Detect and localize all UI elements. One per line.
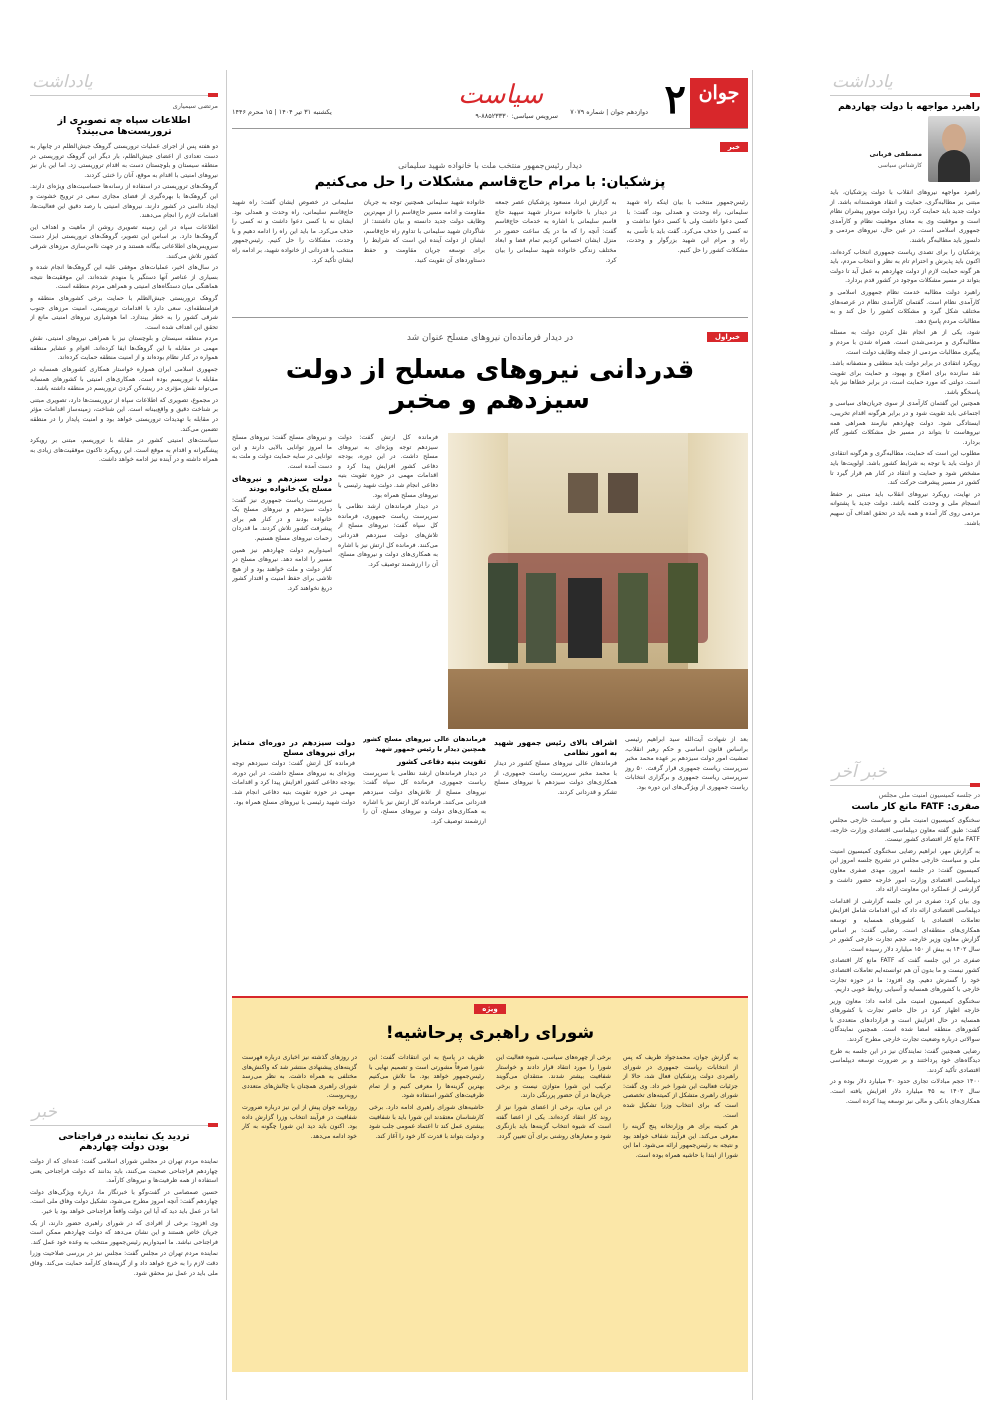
lead-lower-col (625, 735, 748, 875)
left-news-title: تردید یک نماینده در فراجناحی بودن دولت چهاردهم (58, 1132, 190, 1152)
top-story-kicker: دیدار رئیس‌جمهور منتخب ملت با خانواده شهید سلیمانی (398, 161, 582, 170)
paragraph: در دیدار فرماندهان ارشد نظامی با سرپرست ریاست جمهوری، فرمانده کل سپاه گفت: نیروهای مسلح از تلاش‌های دولت سیزدهم قدردانی می‌کنند. فرمانده کل ارتش نیز با اشاره به همکاری‌های دولت و نیروهای مسلح، آن را ارزشمند توصیف کرد. (338, 503, 438, 568)
paragraph: گروهک تروریستی جیش‌الظلم با حمایت برخی کشورهای منطقه و فرامنطقه‌ای، سعی دارد با اقدامات تروریستی، امنیت مرزهای جنوب شرقی کشور را به خطر بیندازد. اما هوشیاری نیروهای امنیتی مانع از تحقق این اهداف شده است. (30, 294, 218, 331)
paragraph: به گزارش جوان، محمدجواد ظریف که پس از انتخابات ریاست جمهوری در شورای راهبردی دولت پزشکیان فعال شد، حالا از جزئیات فعالیت این شورا خبر داد. وی گفت: شورای راهبری متشکل از کمیته‌های تخصصی است که برای انتخاب وزرا تشکیل شده است. (623, 1054, 738, 1119)
paragraph: در سال‌های اخیر، عملیات‌های موفقی علیه این گروهک‌ها انجام شده و بسیاری از عناصر آنها دستگیر یا منهدم شده‌اند. این موفقیت‌ها نتیجه هماهنگی میان دستگاه‌های امنیتی و همراهی مردم منطقه است. (30, 264, 218, 291)
column-divider (226, 70, 227, 1400)
right-column-last-news (830, 760, 980, 1108)
paragraph: وی بیان کرد: صفری در این جلسه گزارشی از اقدامات دیپلماسی اقتصادی ارائه داد که این اقدامات شامل افزایش تعاملات اقتصادی با کشورهای همسایه و توسعه همکاری‌های منطقه‌ای است. رضایی گفت: بر اساس گزارش معاون وزیر خارجه، حجم تجارت خارجی کشور در سال ۱۴۰۲ به بیش از ۱۵۰ میلیارد دلار رسیده است. (830, 897, 980, 953)
paragraph: جمهوری اسلامی ایران همواره خواستار همکاری کشورهای همسایه در مقابله با تروریسم بوده است. همکاری‌های امنیتی با کشورهای همسایه می‌تواند نقش مؤثری در ریشه‌کن کردن تروریسم در منطقه داشته باشد. (30, 366, 218, 393)
lead-story-title: قدردانی نیروهای مسلح از دولت سیزدهم و مخبر (285, 355, 695, 415)
author-box (830, 116, 980, 188)
paragraph: سخنگوی کمیسیون امنیت ملی ادامه داد: معاون وزیر خارجه اظهار کرد در حال حاضر تجارت با کشورهای همسایه در حال افزایش است و قراردادهای متعددی با کشورهای منطقه امضا شده است. همچنین نمایندگان سوالاتی درباره وضعیت تجارت خارجی مطرح کردند. (830, 997, 980, 1044)
right-column-body (830, 188, 980, 528)
right-column (830, 70, 980, 530)
left-column-header (30, 70, 218, 96)
paragraph: صفری در این جلسه گفت که FATF مانع کار اقتصادی کشور نیست و ما بدون آن هم توانسته‌ایم تعاملات اقتصادی خود را گسترش دهیم. وی افزود: ما در حوزه تجارت خارجی با کشورهای همسایه و آسیایی روابط خوبی داریم. (830, 957, 981, 994)
masthead (232, 78, 748, 128)
paragraph: به گزارش مهر، ابراهیم رضایی سخنگوی کمیسیون امنیت ملی و سیاست خارجی مجلس در تشریح جلسه امروز این کمیسیون گفت: در جلسه امروز، مهدی صفری معاون دیپلماسی اقتصادی وزارت امور خارجه حضور داشت و گزارشی از عملکرد این معاونت ارائه داد. (830, 847, 980, 894)
paragraph: راهبرد دولت مطالبه خدمت نظام جمهوری اسلامی و کارآمدی نظام است. گفتمان کارآمدی نظام در عرصه‌های مختلف شکل گیرد و مشکلات کشور را حل کند و به مطالبات مردم پاسخ دهد. (830, 288, 980, 325)
issue-info: دوازدهم جوان | شماره ۷۰۷۹ (570, 108, 648, 116)
paragraph: فرمانده کل ارتش گفت: دولت سیزدهم توجه ویژه‌ای به نیروهای مسلح داشت. در این دوره، بودجه دفاعی کشور افزایش پیدا کرد و اقدامات مهمی در حوزه تقویت بنیه دفاعی انجام شد. دولت شهید رئیسی با نیروهای مسلح همراه بود. (232, 760, 355, 806)
paragraph: هر کمیته برای هر وزارتخانه پنج گزینه را معرفی می‌کند. این فرآیند شفاف خواهد بود و نتیجه به رئیس‌جمهور ارائه می‌شود. اما این شورا از ابتدا با حاشیه همراه بوده است. (623, 1123, 738, 1159)
lead-lower-col (494, 735, 617, 875)
logo (690, 78, 748, 128)
paragraph: و نیروهای مسلح گفت: نیروهای مسلح ما امروز توانایی بالایی دارند و این توانایی در سایه حمایت دولت و ملت به دست آمده است. (232, 434, 332, 470)
paragraph: نماینده مردم تهران در مجلس شورای اسلامی گفت: عده‌ای که از دولت چهاردهم فراجناحی صحبت می‌کنند، باید بدانند که دولت فراجناحی یعنی استفاده از همه ظرفیت‌ها و نیروهای کارآمد. (30, 1158, 218, 1185)
last-news-header (830, 760, 980, 786)
paragraph: رضایی همچنین گفت: نمایندگان نیز در این جلسه به طرح دیدگاه‌های خود پرداختند و بر ضرورت توسعه دیپلماسی اقتصادی تأکید کردند. (830, 1047, 980, 1074)
paragraph: اطلاعات سپاه در این زمینه تصویری روشن از ماهیت و اهداف این گروهک‌ها دارد. بر اساس این تصویر، گروهک‌های تروریستی ابزار دست سرویس‌های اطلاعاتی بیگانه هستند و در جهت ناامن‌سازی مرزهای شرقی کشور تلاش می‌کنند. (30, 223, 218, 260)
red-accent (208, 1123, 218, 1127)
paragraph: سیاست‌های امنیتی کشور در مقابله با تروریسم، مبتنی بر رویکرد پیشگیرانه و اقدام به موقع است. این رویکرد تاکنون موفقیت‌های زیادی به همراه داشته و در آینده نیز ادامه خواهد داشت. (30, 437, 218, 464)
author-photo (928, 116, 980, 182)
column-header-word: یادداشت (32, 72, 93, 92)
lead-sub-heading: تقویت بنیه دفاعی کشور (397, 757, 486, 767)
paragraph: پزشکیان را برای تصدی ریاست جمهوری انتخاب کرده‌اند، اکنون باید پذیرش و احترام تام به نظر و انتخاب مردم، باید هر گونه حمایت لازم از دولت چهاردهم به عمل آید تا دولت بتواند در مسیر مشکلات موجود در کشور قدم بردارد. (830, 248, 980, 285)
left-news-header (30, 1100, 218, 1126)
paragraph: در نهایت، رویکرد نیروهای انقلاب باید مبتنی بر حفظ انسجام ملی و وحدت کلمه باشد. دولت جدید با پشتوانه مردمی روی کار آمده و همه باید در تحقق اهداف آن سهیم باشند. (830, 490, 980, 527)
paragraph: مردم منطقه سیستان و بلوچستان نیز با همراهی نیروهای امنیتی، نقش مهمی در مقابله با این گروهک‌ها ایفا کرده‌اند. اقوام و عشایر منطقه همواره در کنار نظام بوده‌اند و از امنیت منطقه حمایت کرده‌اند. (30, 335, 218, 362)
paragraph: در این میان، برخی از اعضای شورا نیز از روند کار انتقاد کرده‌اند. یکی از اعضا گفته است که شیوه انتخاب گزینه‌ها باید بازنگری شود و معیارهای روشنی برای آن تعیین گردد. (496, 1103, 611, 1140)
paragraph: فرماندهان عالی نیروهای مسلح کشور در دیدار با محمد مخبر سرپرست ریاست جمهوری، از همکاری‌های دولت سیزدهم با نیروهای مسلح تشکر و قدردانی کردند. (494, 760, 617, 796)
column-header-word: یادداشت (832, 72, 893, 92)
paragraph: ظریف در پاسخ به این انتقادات گفت: این شورا صرفاً مشورتی است و تصمیم نهایی با رئیس‌جمهور خواهد بود. ما تلاش می‌کنیم بهترین گزینه‌ها را معرفی کنیم و از تمام ظرفیت‌های کشور استفاده شود. (369, 1054, 484, 1100)
left-column-author: مرتضی سیمیاری (172, 102, 218, 110)
paragraph: حسین صمصامی در گفت‌وگو با خبرنگار ما، درباره ویژگی‌های دولت چهاردهم گفت: آنچه امروز مطرح می‌شود، تشکیل دولت وفاق ملی است. اما در عمل باید دید که آیا این دولت واقعاً فراجناحی خواهد بود یا خیر. (30, 1188, 218, 1215)
date: یکشنبه ۳۱ تیر ۱۴۰۴ | ۱۵ محرم ۱۴۴۶ (232, 108, 332, 116)
top-story-body (232, 198, 748, 320)
lead-story-col-b (338, 433, 438, 729)
column-header-word: خبر آخر (832, 762, 888, 782)
paragraph: گروهک‌های تروریستی در استفاده از رسانه‌ها حساسیت‌های ویژه‌ای دارند. این گروهک‌ها با بهره‌گیری از فضای مجازی سعی در ترویج خشونت و ایجاد ناامنی در کشور دارند. نیروهای امنیتی با رصد دقیق این فعالیت‌ها، اقدامات لازم را انجام می‌دهند. (30, 183, 218, 220)
paragraph: راهبرد مواجهه نیروهای انقلاب با دولت پزشکیان، باید مبتنی بر مطالبه‌گری، حمایت و انتقاد هوشمندانه باشد. از دولت جدید باید حمایت کرد، زیرا دولت موتور پیشران نظام است و موفقیت وی به معنای موفقیت نظام و کارآمدی جمهوری اسلامی است. در عین حال، نیروهای مردمی و دلسوز باید مطالبه‌گر باشند. (830, 189, 980, 244)
top-story (232, 134, 748, 320)
lead-story-lower (232, 735, 748, 875)
special-title: شورای راهبری پرحاشیه! (385, 1023, 595, 1043)
paragraph: در روزهای گذشته نیز اخباری درباره فهرست گزینه‌های پیشنهادی منتشر شد که واکنش‌های مختلفی به همراه داشت. به نظر می‌رسد شورای راهبری همچنان با چالش‌های متعددی روبه‌روست. (242, 1054, 357, 1100)
red-accent (208, 93, 218, 97)
lead-story (232, 317, 748, 825)
paragraph: مطلوب این است که حمایت، مطالبه‌گری و هرگونه انتقادی از دولت باید با توجه به شرایط کشور باشد. اولویت‌ها باید مشخص شود و حمایت و انتقاد در کنار هم قرار گیرد تا کشور در مسیر پیشرفت حرکت کند. (830, 450, 980, 487)
left-column-news (30, 1100, 218, 1393)
paragraph: روزنامه جوان پیش از این نیز درباره ضرورت شفافیت در فرآیند انتخاب وزرا گزارش داده بود. اکنون باید دید این شورا چگونه به کار خود ادامه می‌دهد. (242, 1103, 357, 1140)
lead-story-kicker: در دیدار فرمانده‌ان نیروهای مسلح عنوان شد (406, 333, 574, 343)
paragraph: در دیدار فرماندهان ارشد نظامی با سرپرست ریاست جمهوری، فرمانده کل سپاه گفت: نیروهای مسلح از تلاش‌های دولت سیزدهم قدردانی می‌کنند. فرمانده کل ارتش نیز با اشاره به همکاری‌های دولت و نیروهای مسلح، آن را ارزشمند توصیف کرد. (363, 769, 486, 825)
paragraph: ۱۴۰۰ حجم مبادلات تجاری حدود ۳۰ میلیارد دلار بوده و در سال ۱۴۰۲ به ۴۵ میلیارد دلار افزایش یافته است. همکاری‌های بانکی و مالی نیز توسعه پیدا کرده است. (830, 1078, 981, 1105)
phone: سرویس سیاسی: ۸۸۵۲۳۳۳۰-۹ (475, 112, 558, 120)
paragraph: سخنگوی کمیسیون امنیت ملی و سیاست خارجی مجلس گفت: طبق گفته معاون دیپلماسی اقتصادی وزارت خارجه، FATF مانع کار اقتصادی کشور نیست. (830, 817, 980, 844)
page-number: ۲ (664, 76, 686, 123)
special-body (232, 1053, 748, 1363)
lead-lower-col (232, 735, 355, 875)
paragraph: نماینده مردم تهران در مجلس گفت: مجلس نیز در بررسی صلاحیت وزرا دقت لازم را به خرج خواهد داد و از گزینه‌های کارآمد حمایت می‌کند. وفاق ملی باید در عمل نیز محقق شود. (30, 1250, 218, 1277)
paragraph: رئیس‌جمهور منتخب با بیان اینکه راه شهید سلیمانی، راه وحدت و همدلی بود، گفت: با کسی دعوا داشت ولی با کسی دعوا نداشت و نه کسی را حذف می‌کرد. گفت باید با تأسی به راه و مرام این شهید بزرگوار و وحدت، مشکلات کشور را حل کنیم. (626, 199, 748, 254)
left-column-body (30, 142, 218, 992)
lead-sub-heading: دولت سیزدهم در دوره‌ای متمایز برای نیروهای مسلح (232, 738, 355, 757)
paragraph: همچنین این گفتمان کارآمدی از سوی جریان‌های سیاسی و اجتماعی باید تقویت شود و در برابر هرگونه اقدام تخریبی، ایستادگی شود. دولت چهاردهم نیازمند همراهی همه نیروهاست تا بتواند در مسیر حل مشکلات کشور گام بردارد. (830, 400, 980, 446)
paragraph: به گزارش ایرنا، مسعود پزشکیان عصر جمعه در دیدار با خانواده سردار شهید سپهبد حاج قاسم سلیمانی با اشاره به خدمات حاج‌قاسم گفت: آنچه را که ما در یک ساعت حضور در منزل ایشان احساس کردیم تمام فضا و ابعاد مختلف زندگی خانواده شهید سلیمانی را بیان کرد. (495, 199, 617, 264)
photo-caption: فرماندهان عالی نیروهای مسلح کشور همچنین دیدار با رئیس جمهور شهید (363, 735, 486, 753)
left-column (30, 70, 218, 992)
left-news-body (30, 1157, 218, 1393)
author-role: کارشناس سیاسی (877, 162, 922, 169)
paragraph: رویکرد انتقادی در برابر دولت باید منطقی و منصفانه باشد. نقد سازنده برای اصلاح و بهبود، و حمایت برای تقویت است. دولتی که مورد حمایت است، در برابر خطاها نیز باید پاسخگو باشد. (830, 360, 980, 396)
author-name: مصطفی قربانی (869, 150, 922, 158)
column-divider (752, 70, 753, 1400)
lead-lower-col (363, 735, 486, 875)
right-column-header (830, 70, 980, 96)
lead-sub-heading: دولت سیزدهم و نیروهای مسلح یک خانواده بودند (232, 474, 332, 493)
top-story-title: پزشکیان: با مرام حاج‌قاسم مشکلات را حل می‌کنیم (314, 174, 666, 190)
news-tag-label: خبر (720, 142, 748, 152)
paragraph: سلیمانی در خصوص ایشان گفت: راه شهید حاج‌قاسم سلیمانی، راه وحدت و همدلی بود. ایشان نه با کسی دعوا داشت و نه کسی را حذف می‌کرد. ما باید این راه را ادامه دهیم و با وحدت، مشکلات را حل کنیم. رئیس‌جمهور منتخب با قدردانی از خانواده شهید، بر ادامه راه ایشان تأکید کرد. (232, 199, 354, 264)
right-column-title: راهبرد مواجهه با دولت چهاردهم (838, 102, 980, 112)
paragraph: شود، یکی از هر انجام نقل کردن دولت به مسئله مطالبه‌گری و مردمی‌شدن است. همراه شدن با مردم و پیگیری مطالبات مردمی از جمله وظایف دولت است. (830, 329, 980, 356)
logo-text: جوان (698, 82, 740, 104)
column-header-word: خبر (32, 1102, 58, 1122)
paragraph: برخی از چهره‌های سیاسی، شیوه فعالیت این شورا را مورد انتقاد قرار دادند و خواستار شفافیت بیشتر شدند. منتقدان می‌گویند ترکیب این شورا متوازن نیست و برخی جریان‌ها در آن حضور پررنگی دارند. (496, 1054, 611, 1100)
top-news-tag-label: خبراول (707, 332, 748, 342)
news-tag (232, 134, 748, 153)
last-news-title: صفری: FATF مانع کار ماست (851, 802, 980, 812)
lead-photo (448, 433, 748, 729)
last-news-kicker: در جلسه کمیسیون امنیت ملی مجلس (878, 791, 980, 799)
paragraph: حاشیه‌های شورای راهبری ادامه دارد. برخی کارشناسان معتقدند این شورا باید با شفافیت بیشتری عمل کند تا اعتماد عمومی جلب شود و دولت بتواند با قدرت کار خود را آغاز کند. (369, 1103, 484, 1140)
paragraph: وی افزود: برخی از افرادی که در شورای راهبری حضور دارند، از یک جریان خاص هستند و این نشان می‌دهد که دولت چهاردهم ممکن است فراجناحی نباشد. ما امیدواریم رئیس‌جمهور منتخب به وعده خود عمل کند. (30, 1219, 218, 1246)
divider (232, 317, 748, 318)
paragraph: بعد از شهادت آیت‌الله سید ابراهیم رئیسی براساس قانون اساسی و حکم رهبر انقلاب، تمشیت امور دولت سیزدهم بر عهده محمد مخبر سرپرست ریاست جمهوری قرار گرفت. ۵۰ روز سرپرستی ریاست جمهوری و برگزاری انتخابات ریاست جمهوری از ویژگی‌های این دوره بود. (625, 736, 748, 791)
red-accent (970, 93, 980, 97)
masthead-rule (232, 128, 748, 129)
lead-sub-heading: اشراف بالای رئیس جمهور شهید به امور نظامی (494, 738, 617, 757)
paragraph: دو هفته پس از اجرای عملیات تروریستی گروهک جیش‌الظلم در چابهار به دست تعدادی از اعضای جیش‌الظلم، بار دیگر این گروهک تروریستی در منطقه سیستان و بلوچستان دست به اقدام تروریستی زد. اما این بار نیز نیروهای امنیتی با اقدام به موقع، آنان را خنثی کردند. (30, 143, 218, 179)
special-tag-label: ویژه (474, 1004, 505, 1014)
last-news-body (830, 816, 980, 1106)
lead-story-col-a (232, 433, 332, 729)
red-accent (970, 783, 980, 787)
paragraph: سرپرست ریاست جمهوری نیز گفت: دولت سیزدهم و نیروهای مسلح یک خانواده بودند و در کنار هم برای پیشرفت کشور تلاش کردند. ما قدردان زحمات نیروهای مسلح هستیم. (232, 496, 332, 542)
special-tag (232, 996, 748, 1015)
section-title: سیاست (458, 80, 543, 110)
paragraph: امیدواریم دولت چهاردهم نیز همین مسیر را ادامه دهد. نیروهای مسلح در کنار دولت و ملت خواهند بود و از هیچ تلاشی برای حفظ امنیت و اقتدار کشور دریغ نخواهند کرد. (232, 546, 332, 592)
special-box (232, 996, 748, 1372)
paragraph: در مجموع، تصویری که اطلاعات سپاه از تروریست‌ها دارد، تصویری مبتنی بر شناخت دقیق و واقع‌بینانه است. این شناخت، زمینه‌ساز اقدامات مؤثر در مقابله با تهدیدات تروریستی خواهد بود و امنیت پایدار را در منطقه تضمین می‌کند. (30, 396, 218, 433)
paragraph: فرمانده کل ارتش گفت: دولت سیزدهم توجه ویژه‌ای به نیروهای مسلح داشت. در این دوره، بودجه دفاعی کشور افزایش پیدا کرد و اقدامات مهمی در حوزه تقویت بنیه دفاعی انجام شد. دولت شهید رئیسی با نیروهای مسلح همراه بود. (338, 434, 438, 499)
paragraph: خانواده شهید سلیمانی همچنین توجه به جریان مقاومت و ادامه مسیر حاج‌قاسم را از مهم‌ترین وظایف دولت جدید دانسته و بیان داشتند: از شاگردان شهید سلیمانی با تداوم راه حاج‌قاسم، ایشان از دولت آینده این است که شرایط را برای توسعه جریان مقاومت و حفظ دستاوردهای آن تقویت کنید. (363, 199, 485, 264)
left-column-title: اطلاعات سپاه چه تصویری از تروریست‌ها می‌بیند؟ (57, 115, 191, 137)
